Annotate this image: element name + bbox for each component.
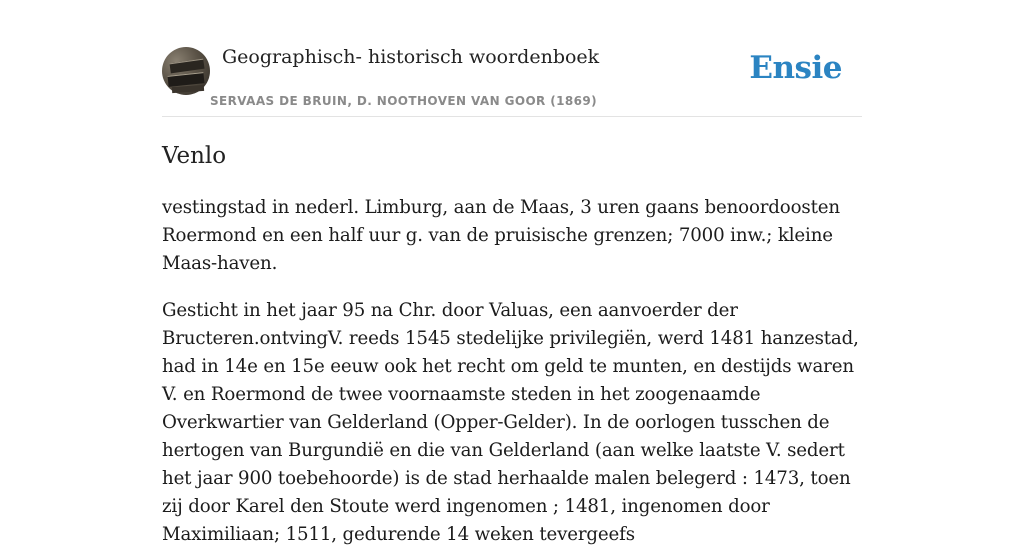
book-spine-graphic [172,85,204,93]
brand-logo[interactable]: Ensie [749,50,842,86]
header [162,0,862,117]
entry-paragraph: vestingstad in nederl. Limburg, aan de Maas, 3 uren gaans benoordoosten Roermond en een half uur g. van de pruisische grenzen; 7000 inw.; kleine Maas-haven. [162,197,840,274]
book-spine-graphic [169,59,204,74]
book-cover-avatar[interactable] [162,47,210,95]
entry-paragraph: Gesticht in het jaar 95 na Chr. door Valuas, een aanvoerder der Bructeren.ontvingV. reeds 1545 stedelijke privilegiën, werd 1481 hanzestad, had in 14e en 15e eeuw ook het recht om geld te munten, en destijds waren V. en Roermond de twee voornaamste steden in het zoogenaamde Overkwartier van Gelderland (Opper-Gelder). In de oorlogen tusschen de hertogen van Burgundië en die van Gelderland (aan welke laatste V. sedert het jaar 900 toebehoorde) is de stad herhaalde malen belegerd : 1473, toen zij door Karel den Stoute werd ingenomen ; 1481, ingenomen door Maximiliaan; 1511, gedurende 14 weken tevergeefs [162,300,859,545]
entry-title: Venlo [162,143,227,169]
page [162,0,862,549]
book-title[interactable]: Geographisch- historisch woordenboek [222,46,600,68]
book-author-line: SERVAAS DE BRUIN, D. NOOTHOVEN VAN GOOR (1869) [210,94,598,108]
